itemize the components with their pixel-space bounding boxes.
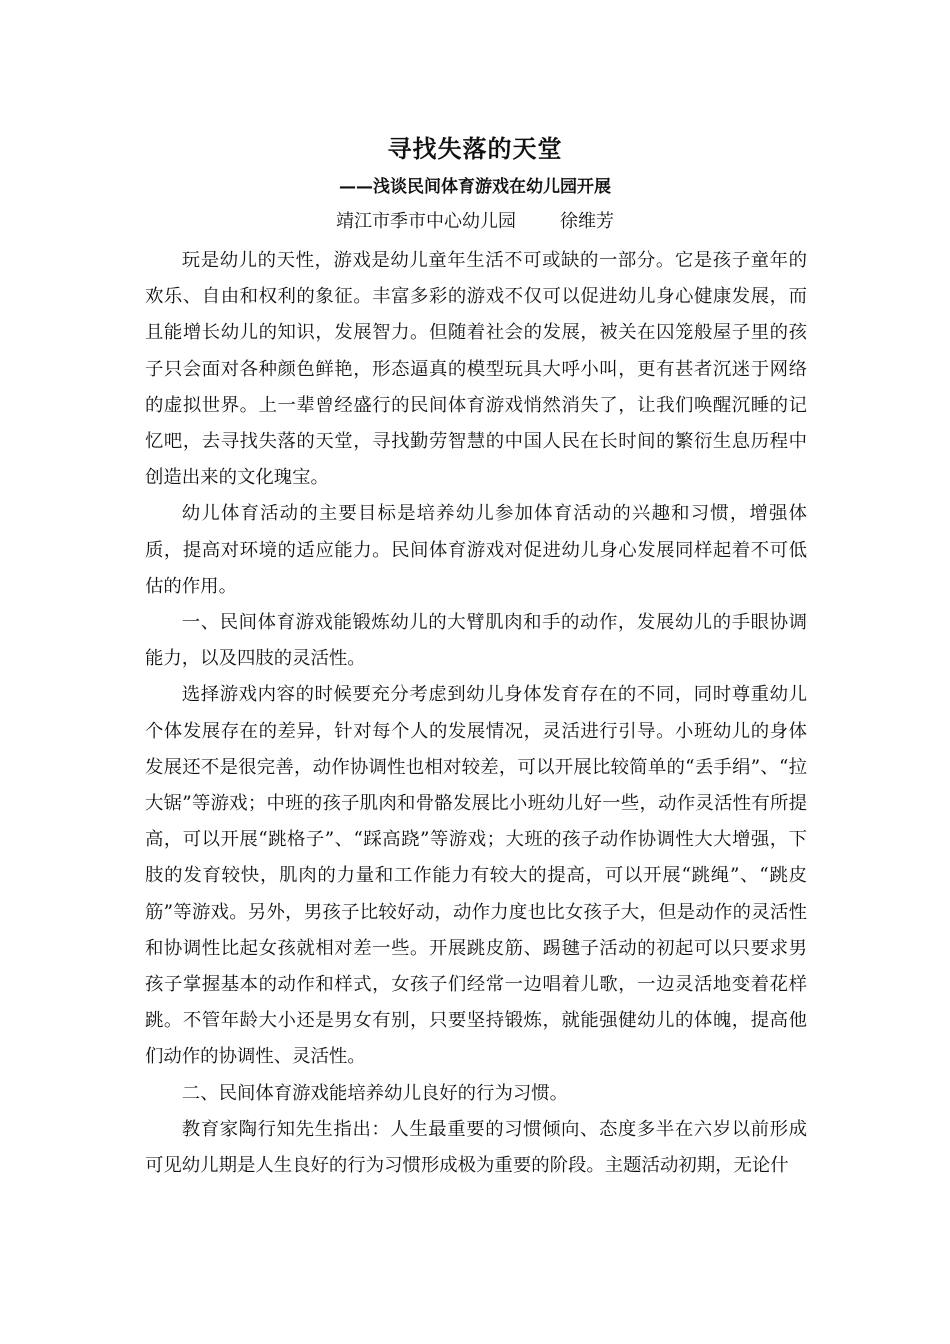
- paragraph-5: 二、民间体育游戏能培养幼儿良好的行为习惯。: [181, 1082, 569, 1104]
- author-name: 徐维芳: [560, 211, 614, 232]
- paragraph-3: 一、民间体育游戏能锻炼幼儿的大臂肌肉和手的动作，发展幼儿的手眼协调能力，以及四肢的灵活性。: [145, 612, 807, 670]
- paragraph-1: 玩是幼儿的天性，游戏是幼儿童年生活不可或缺的一部分。它是孩子童年的欢乐、自由和权利的象征。丰富多彩的游戏不仅可以促进幼儿身心健康发展，而且能增长幼儿的知识，发展智力。但随着社会的发展，被关在囚笼般屋子里的孩子只会面对各种颜色鲜艳，形态逼真的模型玩具大呼小叫，更有甚者沉迷于网络的虚拟世界。上一辈曾经盛行的民间体育游戏悄然消失了，让我们唤醒沉睡的记忆吧，去寻找失落的天堂，寻找勤劳智慧的中国人民在长时间的繁衍生息历程中创造出来的文化瑰宝。: [145, 250, 807, 489]
- document-title: 寻找失落的天堂: [387, 134, 563, 163]
- author-line: [0, 208, 950, 236]
- paragraph-2: 幼儿体育活动的主要目标是培养幼儿参加体育活动的兴趣和习惯，增强体质，提高对环境的适应能力。民间体育游戏对促进幼儿身心发展同样起着不可低估的作用。: [145, 503, 807, 597]
- document-body: [145, 243, 807, 1184]
- author-organization: 靖江市季市中心幼儿园: [336, 211, 516, 232]
- paragraph-4: 选择游戏内容的时候要充分考虑到幼儿身体发育存在的不同，同时尊重幼儿个体发展存在的差异，针对每个人的发展情况，灵活进行引导。小班幼儿的身体发展还不是很完善，动作协调性也相对较差，可以开展比较简单的“丢手绢”、“拉大锯”等游戏；中班的孩子肌肉和骨骼发展比小班幼儿好一些，动作灵活性有所提高，可以开展“跳格子”、“踩高跷”等游戏；大班的孩子动作协调性大大增强，下肢的发育较快，肌肉的力量和工作能力有较大的提高，可以开展“跳绳”、“跳皮筋”等游戏。另外，男孩子比较好动，动作力度也比女孩子大，但是动作的灵活性和协调性比起女孩就相对差一些。开展跳皮筋、踢毽子活动的初起可以只要求男孩子掌握基本的动作和样式，女孩子们经常一边唱着儿歌，一边灵活地变着花样跳。不管年龄大小还是男女有别，只要坚持锻炼，就能强健幼儿的体魄，提高他们动作的协调性、灵活性。: [145, 684, 807, 1068]
- paragraph-6: 教育家陶行知先生指出：人生最重要的习惯倾向、态度多半在六岁以前形成可见幼儿期是人生良好的行为习惯形成极为重要的阶段。主题活动初期，无论什: [145, 1118, 807, 1177]
- document-subtitle: ——浅谈民间体育游戏在幼儿园开展: [339, 177, 611, 197]
